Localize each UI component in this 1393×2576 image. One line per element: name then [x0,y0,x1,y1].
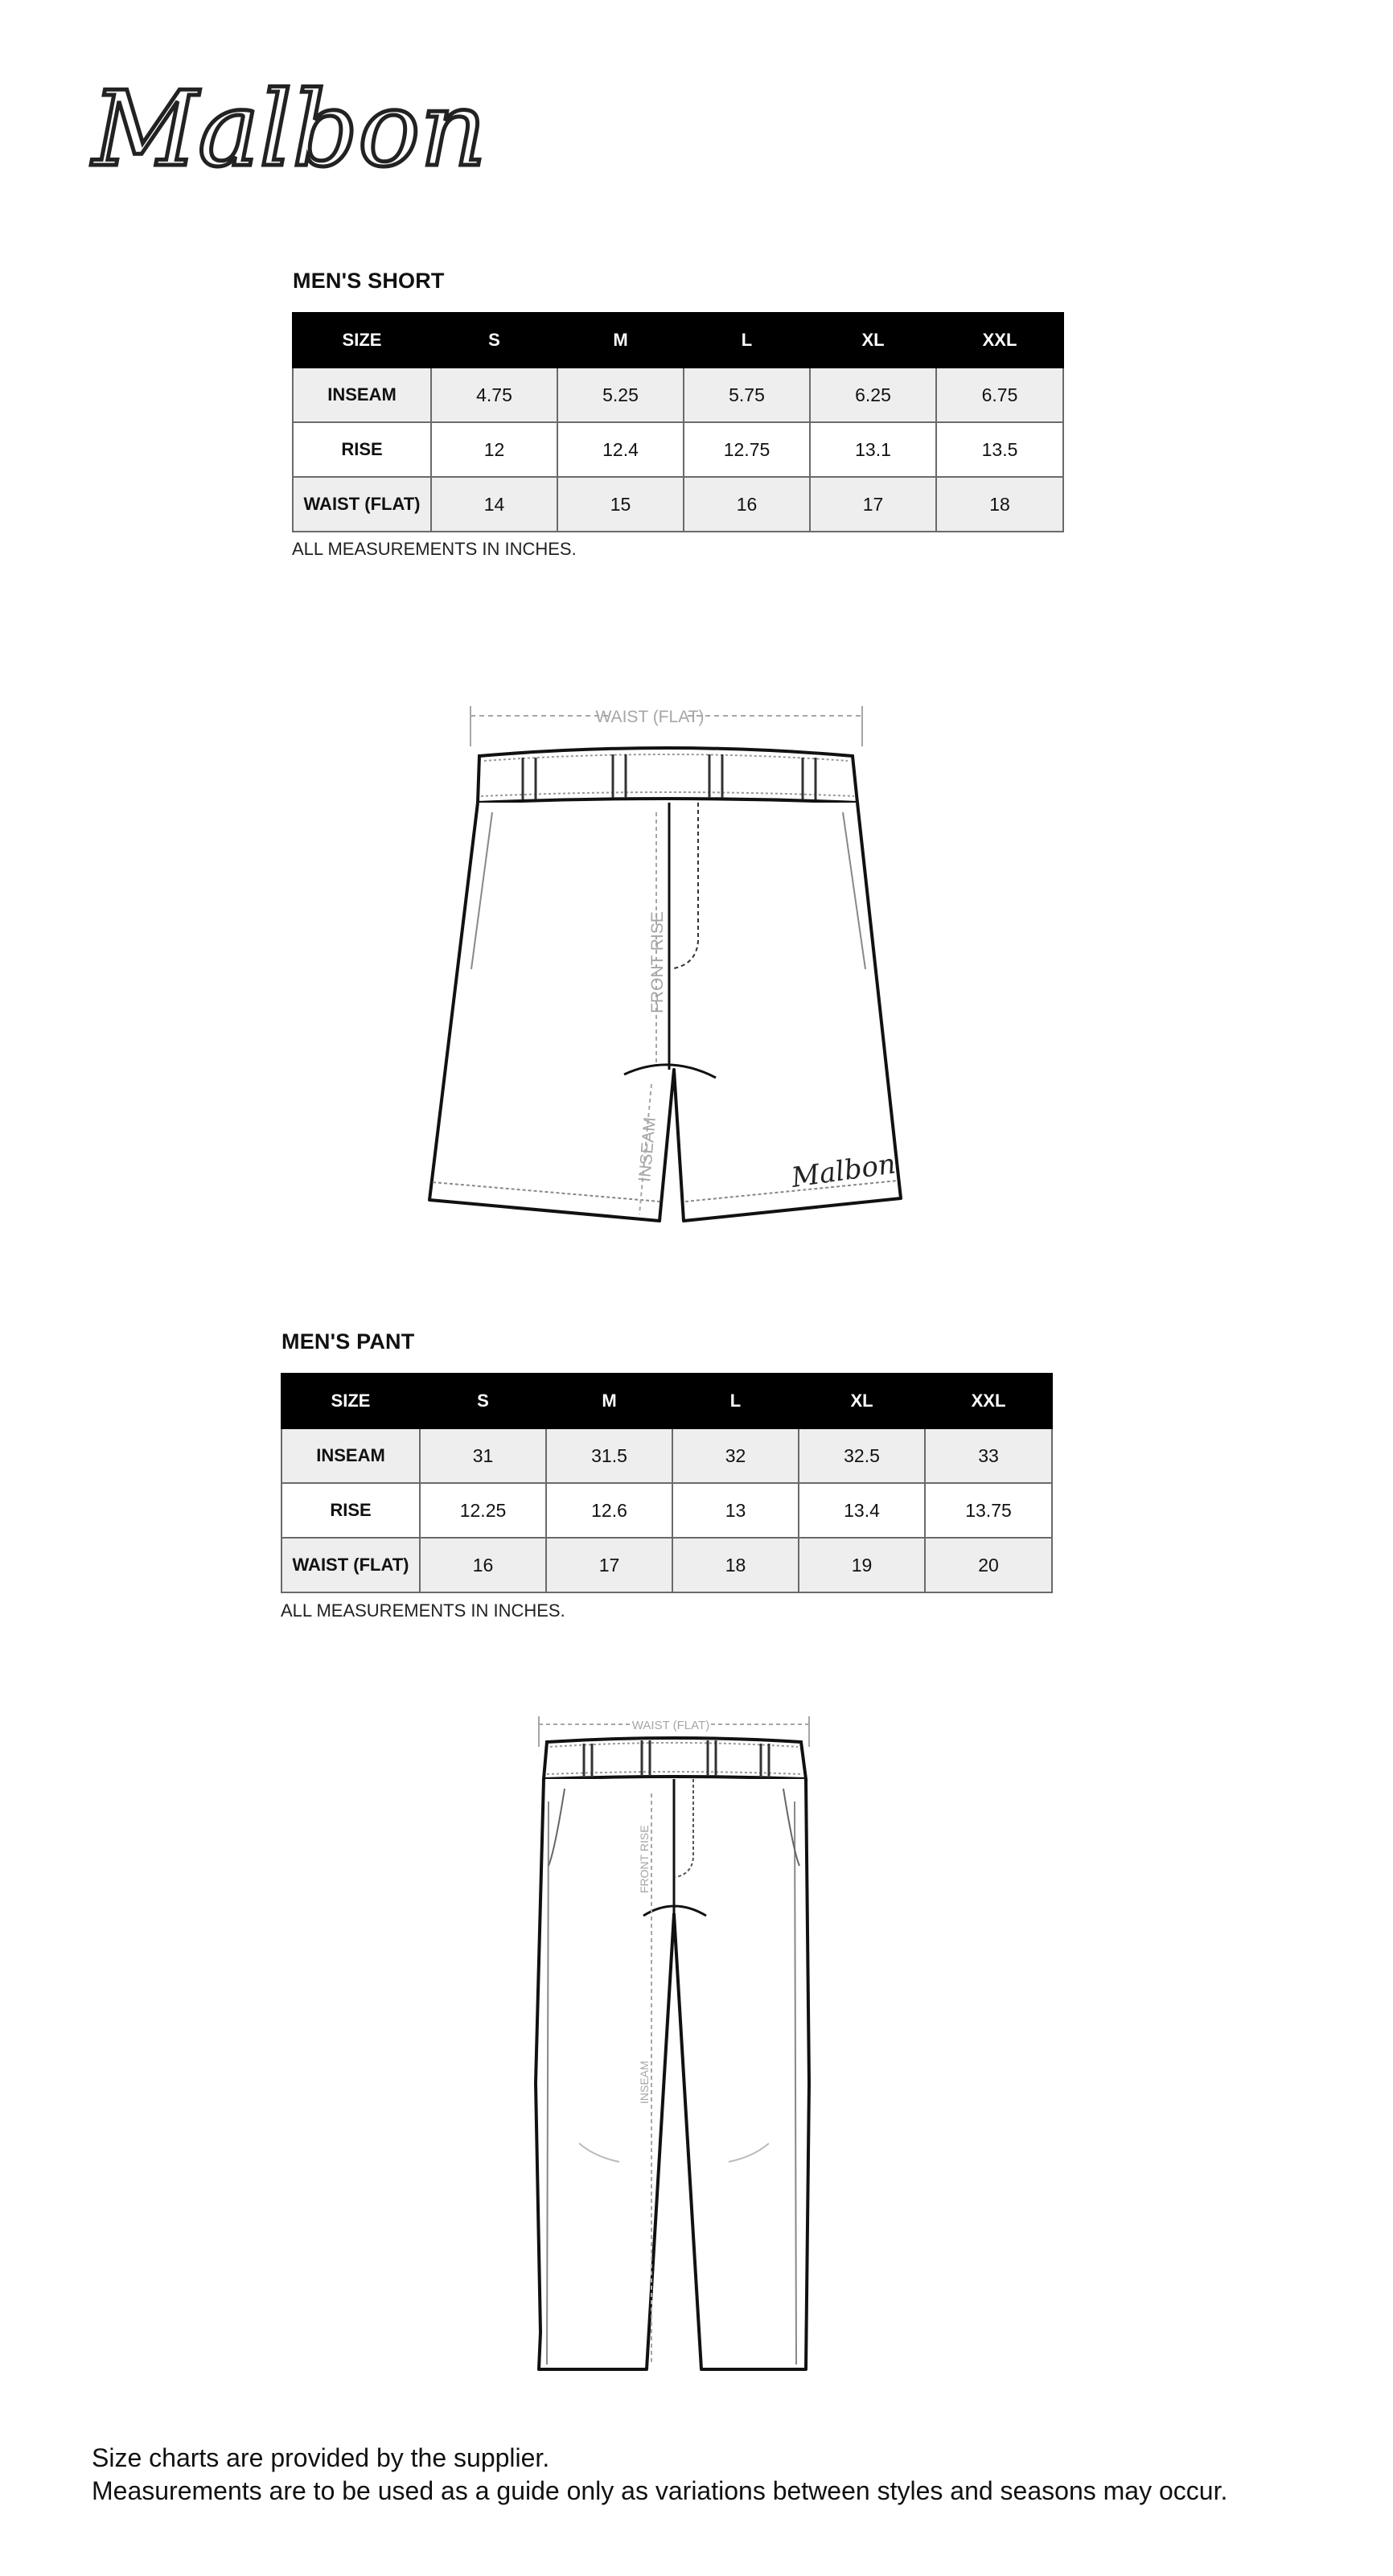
table-cell: 13.4 [799,1483,925,1538]
brand-logo [88,76,507,197]
shorts-chart-title: MEN'S SHORT [293,269,445,293]
row-label: RISE [281,1483,420,1538]
table-cell: 16 [684,477,810,532]
table-cell: 15 [557,477,684,532]
table-row [293,368,1063,422]
row-label: INSEAM [293,368,431,422]
front-rise-guide-label: FRONT RISE [648,911,667,1013]
table-cell: 12.4 [557,422,684,477]
disclaimer-line-1: Size charts are provided by the supplier. [92,2443,550,2472]
table-row [281,1428,1052,1483]
row-label: WAIST (FLAT) [281,1538,420,1592]
table-row [293,422,1063,477]
table-cell: 13.1 [810,422,936,477]
table-row [293,477,1063,532]
table-cell: 17 [810,477,936,532]
brand-logo-text: Malbon [92,76,487,190]
column-header: S [431,313,557,368]
table-cell: 5.75 [684,368,810,422]
table-cell: 12.75 [684,422,810,477]
table-cell: 13.75 [925,1483,1052,1538]
table-cell: 18 [672,1538,799,1592]
waist-guide-label: WAIST (FLAT) [631,1719,710,1732]
table-cell: 17 [546,1538,672,1592]
table-cell: 20 [925,1538,1052,1592]
table-cell: 14 [431,477,557,532]
table-cell: 33 [925,1428,1052,1483]
embroidered-logo: Malbon [789,1148,898,1194]
table-cell: 13.5 [936,422,1063,477]
pants-measurement-note: ALL MEASUREMENTS IN INCHES. [281,1600,565,1621]
column-header: XXL [936,313,1063,368]
shorts-diagram [418,700,917,1239]
table-cell: 6.25 [810,368,936,422]
table-cell: 12.6 [546,1483,672,1538]
table-cell: 18 [936,477,1063,532]
table-cell: 32 [672,1428,799,1483]
table-cell: 4.75 [431,368,557,422]
table-cell: 19 [799,1538,925,1592]
disclaimer-line-2: Measurements are to be used as a guide only as variations between styles and seasons may occur. [92,2476,1228,2505]
column-header: M [557,313,684,368]
front-rise-guide-label: FRONT RISE [638,1825,651,1893]
column-header: S [420,1374,546,1428]
shorts-measurement-note: ALL MEASUREMENTS IN INCHES. [292,539,577,559]
table-cell: 6.75 [936,368,1063,422]
row-label: WAIST (FLAT) [293,477,431,532]
table-row [281,1538,1052,1592]
table-header-row [293,313,1063,368]
column-header: SIZE [293,313,431,368]
pants-diagram [515,1705,836,2397]
column-header: XL [810,313,936,368]
column-header: M [546,1374,672,1428]
row-label: INSEAM [281,1428,420,1483]
table-header-row [281,1374,1052,1428]
table-cell: 12 [431,422,557,477]
table-cell: 12.25 [420,1483,546,1538]
column-header: SIZE [281,1374,420,1428]
row-label: RISE [293,422,431,477]
table-cell: 31.5 [546,1428,672,1483]
inseam-guide-label: INSEAM [638,2060,651,2104]
table-cell: 32.5 [799,1428,925,1483]
pants-chart-title: MEN'S PANT [281,1329,415,1354]
table-cell: 5.25 [557,368,684,422]
table-cell: 16 [420,1538,546,1592]
waist-guide-label: WAIST (FLAT) [595,708,705,726]
table-cell: 31 [420,1428,546,1483]
pants-size-table [281,1373,1053,1593]
shorts-size-table [292,312,1064,532]
column-header: L [684,313,810,368]
column-header: L [672,1374,799,1428]
inseam-guide-label: INSEAM [635,1116,660,1183]
table-row [281,1483,1052,1538]
table-cell: 13 [672,1483,799,1538]
column-header: XXL [925,1374,1052,1428]
disclaimer-footer [92,2442,1227,2508]
column-header: XL [799,1374,925,1428]
